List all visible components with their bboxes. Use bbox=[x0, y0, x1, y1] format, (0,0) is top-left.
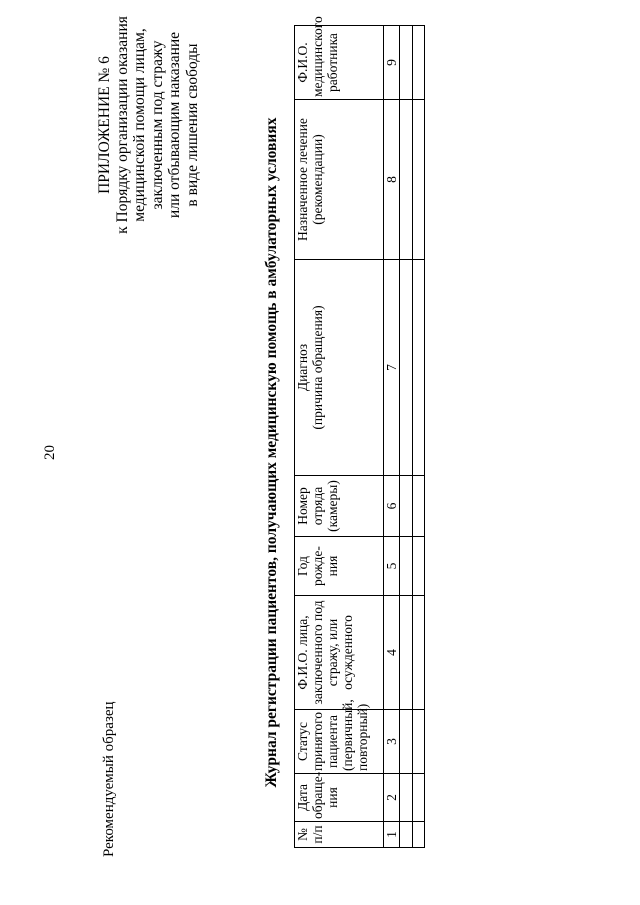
header-cell-diagnosis: Диагноз (причина обращения) bbox=[295, 260, 384, 476]
empty-cell bbox=[413, 476, 425, 537]
empty-cell bbox=[413, 26, 425, 100]
empty-cell bbox=[400, 537, 413, 596]
column-number: 5 bbox=[384, 537, 400, 596]
appendix-line-3: медицинской помощи лицам, bbox=[131, 28, 148, 222]
header-cell-treatment: Назначенное лечение (рекомендации) bbox=[295, 100, 384, 260]
empty-cell bbox=[413, 822, 425, 848]
appendix-line-1: ПРИЛОЖЕНИЕ № 6 bbox=[96, 56, 113, 194]
header-cell-birth-year: Год рожде- ния bbox=[295, 537, 384, 596]
empty-cell bbox=[400, 710, 413, 774]
journal-title: Журнал регистрации пациентов, получающих медицинскую помощь в амбулаторных условиях bbox=[263, 117, 280, 788]
empty-cell bbox=[400, 822, 413, 848]
column-number: 8 bbox=[384, 100, 400, 260]
appendix-line-2: к Порядку организации оказания bbox=[113, 16, 131, 234]
empty-cell bbox=[400, 476, 413, 537]
journal-table bbox=[294, 16, 425, 848]
column-number-row bbox=[384, 26, 400, 848]
empty-cell bbox=[400, 260, 413, 476]
column-number: 6 bbox=[384, 476, 400, 537]
empty-cell bbox=[400, 774, 413, 822]
header-cell-number: № п/п bbox=[295, 822, 384, 848]
empty-cell bbox=[400, 100, 413, 260]
empty-cell bbox=[413, 710, 425, 774]
header-cell-status: Статус принятого пациента (первичный, повторный) bbox=[295, 710, 384, 774]
column-number: 9 bbox=[384, 26, 400, 100]
table-row bbox=[400, 26, 413, 848]
header-cell-date: Дата обраще- ния bbox=[295, 774, 384, 822]
header-cell-medical-worker: Ф.И.О. медицинского работника bbox=[295, 26, 384, 100]
empty-cell bbox=[413, 537, 425, 596]
empty-cell bbox=[400, 596, 413, 710]
empty-cell bbox=[413, 100, 425, 260]
appendix-line-5: или отбывающим наказание bbox=[166, 31, 183, 219]
table-row bbox=[413, 26, 425, 848]
column-number: 2 bbox=[384, 774, 400, 822]
empty-cell bbox=[400, 26, 413, 100]
table-header-row bbox=[295, 26, 384, 848]
column-number: 4 bbox=[384, 596, 400, 710]
column-number: 3 bbox=[384, 710, 400, 774]
header-cell-unit-number: Номер отряда (камеры) bbox=[295, 476, 384, 537]
appendix-heading bbox=[96, 0, 201, 255]
appendix-line-6: в виде лишения свободы bbox=[183, 43, 201, 207]
empty-cell bbox=[413, 260, 425, 476]
column-number: 7 bbox=[384, 260, 400, 476]
empty-cell bbox=[413, 596, 425, 710]
appendix-line-4: заключенным под стражу bbox=[148, 40, 166, 210]
column-number: 1 bbox=[384, 822, 400, 848]
page-number: 20 bbox=[42, 445, 58, 460]
recommended-sample-label: Рекомендуемый образец bbox=[101, 701, 117, 857]
header-cell-patient-name: Ф.И.О. лица, заключенного под стражу, или осужденного bbox=[295, 596, 384, 710]
empty-cell bbox=[413, 774, 425, 822]
